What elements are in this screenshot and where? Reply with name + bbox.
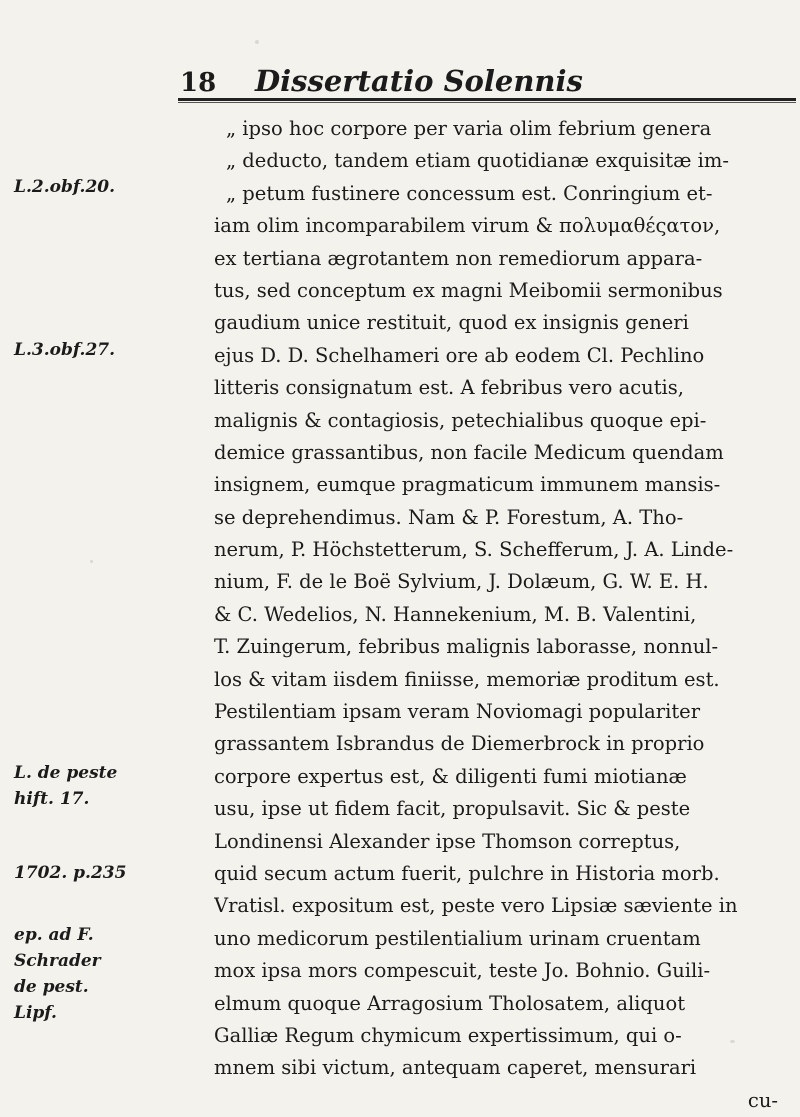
page-number: 18	[180, 68, 217, 98]
text-line: tus, sed conceptum ex magni Meibomii sermonibus	[214, 278, 723, 302]
text-line: iam olim incomparabilem virum & πολυμαθέςατον,	[214, 214, 721, 238]
text-line: ejus D. D. Schelhameri ore ab eodem Cl. Pechlino	[214, 343, 705, 367]
text-line: & C. Wedelios, N. Hannekenium, M. B. Valentini,	[214, 602, 697, 626]
text-line: Vratisl. expositum est, peste vero Lipsiæ sæviente in	[214, 894, 738, 918]
page-header	[180, 62, 740, 102]
text-line: litteris consignatum est. A febribus vero acutis,	[214, 376, 684, 400]
text-line: insignem, eumque pragmaticum immunem mansis-	[214, 473, 721, 497]
running-title: Dissertatio Solennis	[255, 64, 583, 98]
catchword: cu-	[747, 1088, 778, 1112]
margin-note-4: 1702. p.235	[14, 863, 127, 883]
text-line: se deprehendimus. Nam & P. Forestum, A. Tho-	[214, 505, 684, 529]
header-rule	[178, 98, 796, 101]
text-line: mox ipsa mors compescuit, teste Jo. Bohnio. Guili-	[214, 959, 711, 983]
body-text	[214, 113, 796, 1117]
text-line: demice grassantibus, non facile Medicum quendam	[214, 440, 724, 464]
text-line: nium, F. de le Boë Sylvium, J. Dolæum, G. W. E. H.	[214, 570, 709, 594]
text-line: T. Zuingerum, febribus malignis laborasse, nonnul-	[214, 635, 719, 659]
text-line: mnem sibi victum, antequam caperet, mensurari	[214, 1056, 697, 1080]
text-line: Londinensi Alexander ipse Thomson correptus,	[214, 829, 681, 853]
text-line: Pestilentiam ipsam veram Noviomagi populariter	[214, 700, 701, 724]
margin-note-5d: Lipf.	[14, 1003, 57, 1023]
text-line: Galliæ Regum chymicum expertissimum, qui o-	[214, 1023, 682, 1047]
text-line: malignis & contagiosis, petechialibus quoque epi-	[214, 408, 707, 432]
margin-note-2: L.3.obf.27.	[14, 340, 116, 360]
text-line: ex tertiana ægrotantem non remediorum appara-	[214, 246, 703, 270]
header-rule-thin	[178, 102, 796, 103]
margin-note-5c: de pest.	[14, 977, 89, 997]
text-line: uno medicorum pestilentialium urinam cruentam	[214, 926, 701, 950]
text-line: gaudium unice restituit, quod ex insignis generi	[214, 311, 689, 335]
text-line: grassantem Isbrandus de Diemerbrock in proprio	[214, 732, 705, 756]
paper-speck	[90, 560, 93, 563]
paper-speck	[255, 40, 259, 44]
text-line: quid secum actum fuerit, pulchre in Historia morb.	[214, 861, 720, 885]
text-line: elmum quoque Arragosium Tholosatem, aliquot	[214, 991, 686, 1015]
text-line: „ ipso hoc corpore per varia olim febrium genera	[226, 117, 712, 140]
text-line: „ deducto, tandem etiam quotidianæ exquisitæ im-	[226, 149, 729, 173]
margin-note-3b: hift. 17.	[14, 789, 90, 809]
text-line: „ petum fustinere concessum est. Conringium et-	[226, 181, 713, 205]
text-line: usu, ipse ut fidem facit, propulsavit. Sic & peste	[214, 797, 691, 821]
paper-speck	[730, 1040, 735, 1043]
text-line: nerum, P. Höchstetterum, S. Schefferum, J. A. Linde-	[214, 538, 734, 562]
text-line: corpore expertus est, & diligenti fumi miotianæ	[214, 764, 687, 788]
margin-note-5a: ep. ad F.	[14, 925, 94, 945]
margin-note-5b: Schrader	[14, 951, 101, 971]
margin-note-3a: L. de peste	[14, 763, 118, 783]
margin-note-1: L.2.obf.20.	[14, 177, 116, 197]
text-line: los & vitam iisdem finiisse, memoriæ proditum est.	[214, 667, 720, 691]
